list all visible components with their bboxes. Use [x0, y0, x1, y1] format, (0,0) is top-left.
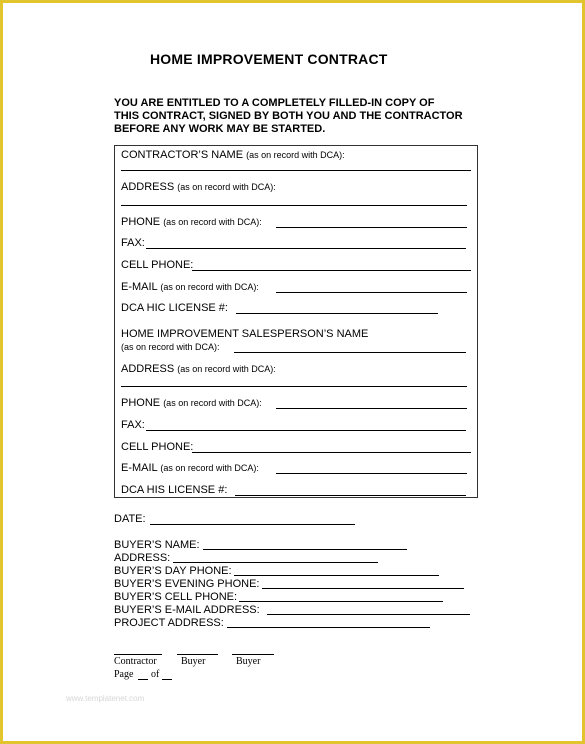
salesperson-license-field[interactable] [235, 495, 466, 496]
buyer-day-phone-label: BUYER’S DAY PHONE: [114, 565, 232, 577]
salesperson-fax-field[interactable] [146, 430, 466, 431]
buyer-cell-phone-label: BUYER’S CELL PHONE: [114, 591, 238, 603]
buyer-address-label: ADDRESS: [114, 552, 171, 564]
buyer-address-field[interactable] [173, 562, 378, 563]
contractor-initials-label: Contractor [114, 656, 157, 667]
contractor-fax-label: FAX: [121, 237, 145, 249]
salesperson-phone-label: PHONE (as on record with DCA): [121, 397, 262, 409]
page-label: Page [114, 669, 134, 680]
contractor-name-label: CONTRACTOR’S NAME (as on record with DCA): [121, 149, 345, 161]
salesperson-email-label: E-MAIL (as on record with DCA): [121, 462, 259, 474]
salesperson-phone-field[interactable] [276, 408, 467, 409]
buyer-cell-phone-field[interactable] [239, 601, 443, 602]
contractor-initials-field[interactable] [114, 654, 162, 655]
buyer-initials-label-2: Buyer [236, 656, 261, 667]
buyer-initials-label: Buyer [181, 656, 206, 667]
salesperson-name-label: HOME IMPROVEMENT SALESPERSON’S NAME [121, 328, 369, 340]
salesperson-fax-label: FAX: [121, 419, 145, 431]
buyer-evening-phone-field[interactable] [262, 588, 464, 589]
watermark: www.templatenet.com [66, 694, 145, 703]
buyer-email-label: BUYER’S E-MAIL ADDRESS: [114, 604, 260, 616]
salesperson-license-label: DCA HIS LICENSE #: [121, 484, 228, 496]
salesperson-address-field[interactable] [121, 386, 467, 387]
salesperson-cell-field[interactable] [192, 452, 471, 453]
buyer-initials-field[interactable] [177, 654, 218, 655]
project-address-label: PROJECT ADDRESS: [114, 617, 224, 629]
page-total-field[interactable] [162, 679, 172, 680]
contractor-phone-label: PHONE (as on record with DCA): [121, 216, 262, 228]
contractor-cell-label: CELL PHONE: [121, 259, 194, 271]
document-title: HOME IMPROVEMENT CONTRACT [150, 51, 388, 67]
contractor-address-field[interactable] [121, 205, 467, 206]
page-number-field[interactable] [138, 679, 148, 680]
buyer-name-field[interactable] [203, 549, 407, 550]
contractor-email-field[interactable] [276, 292, 467, 293]
contractor-license-field[interactable] [236, 313, 438, 314]
contractor-license-label: DCA HIC LICENSE #: [121, 302, 228, 314]
contractor-name-field[interactable] [121, 170, 471, 171]
salesperson-address-label: ADDRESS (as on record with DCA): [121, 363, 276, 375]
date-label: DATE: [114, 513, 146, 525]
date-field[interactable] [150, 524, 355, 525]
salesperson-name-note: (as on record with DCA): [121, 342, 220, 352]
project-address-field[interactable] [227, 627, 430, 628]
contractor-fax-field[interactable] [146, 248, 466, 249]
salesperson-email-field[interactable] [276, 473, 467, 474]
buyer-initials-field-2[interactable] [232, 654, 274, 655]
contractor-address-label: ADDRESS (as on record with DCA): [121, 181, 276, 193]
contractor-cell-field[interactable] [192, 270, 471, 271]
buyer-email-field[interactable] [267, 614, 470, 615]
salesperson-name-field[interactable] [234, 352, 466, 353]
buyer-evening-phone-label: BUYER’S EVENING PHONE: [114, 578, 260, 590]
notice-line: BEFORE ANY WORK MAY BE STARTED. [114, 123, 326, 135]
notice-line: YOU ARE ENTITLED TO A COMPLETELY FILLED-IN COPY OF [114, 97, 435, 109]
contractor-phone-field[interactable] [276, 227, 467, 228]
buyer-name-label: BUYER’S NAME: [114, 539, 200, 551]
buyer-day-phone-field[interactable] [234, 575, 439, 576]
contractor-email-label: E-MAIL (as on record with DCA): [121, 281, 259, 293]
salesperson-cell-label: CELL PHONE: [121, 441, 194, 453]
notice-line: THIS CONTRACT, SIGNED BY BOTH YOU AND THE CONTRACTOR [114, 110, 463, 122]
notice-block [114, 97, 463, 136]
page-of-label: of [151, 669, 160, 680]
